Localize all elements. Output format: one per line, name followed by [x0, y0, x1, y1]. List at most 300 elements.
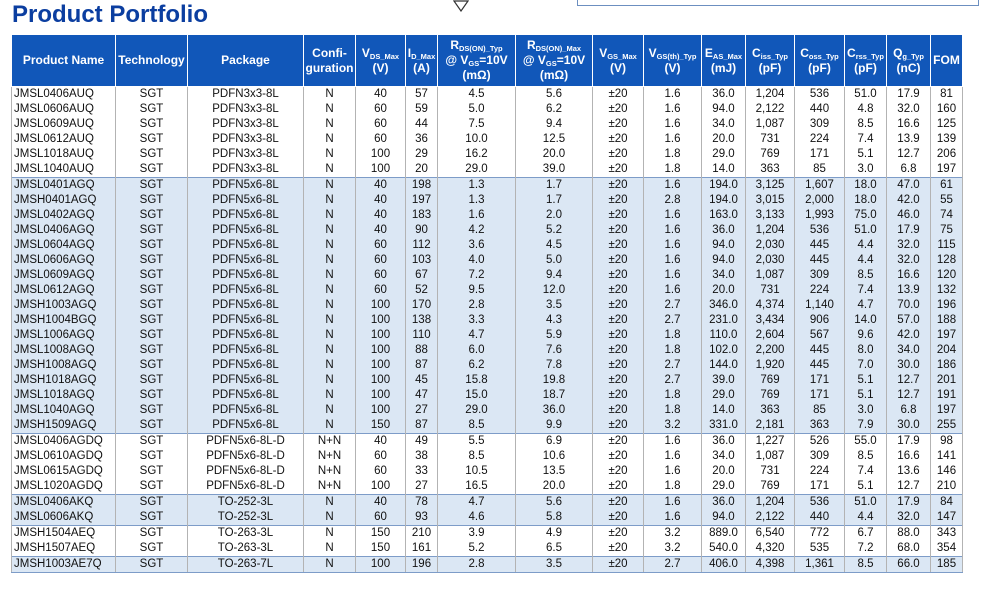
cell-fom: 197	[931, 162, 963, 178]
cell-eas-max: 34.0	[702, 268, 746, 283]
cell-qg: 88.0	[887, 526, 931, 542]
cell-technology: SGT	[116, 117, 188, 132]
cell-rdson-typ: 4.6	[438, 510, 516, 526]
cell-eas-max: 29.0	[702, 479, 746, 495]
cell-vgs-max: ±20	[593, 388, 644, 403]
table-row	[12, 557, 963, 573]
col-header-rdson-max: $R_{DS(ON)\_Max}$ @ $V_{GS}=10V$ (mΩ)	[516, 35, 593, 87]
cell-id-max: 161	[406, 541, 438, 557]
cell-rdson-typ: 5.0	[438, 102, 516, 117]
cell-ciss: 731	[746, 132, 795, 147]
table-row	[12, 253, 963, 268]
cell-id-max: 210	[406, 526, 438, 542]
cell-vgs-th: 1.8	[644, 162, 702, 178]
cell-vds-max: 100	[356, 403, 406, 418]
cell-vds-max: 40	[356, 495, 406, 511]
cell-vds-max: 100	[356, 358, 406, 373]
cell-vgs-max: ±20	[593, 358, 644, 373]
cell-rdson-typ: 1.3	[438, 178, 516, 194]
cell-fom: 188	[931, 313, 963, 328]
cell-fom: 74	[931, 208, 963, 223]
cell-vgs-th: 1.6	[644, 178, 702, 194]
cell-rdson-typ: 9.5	[438, 283, 516, 298]
cell-vgs-max: ±20	[593, 238, 644, 253]
cell-fom: 55	[931, 193, 963, 208]
cell-rdson-max: 5.0	[516, 253, 593, 268]
cell-vgs-th: 1.6	[644, 208, 702, 223]
cell-id-max: 87	[406, 418, 438, 434]
cell-crss: 3.0	[845, 403, 887, 418]
cell-eas-max: 194.0	[702, 193, 746, 208]
cell-fom: 206	[931, 147, 963, 162]
cell-fom: 196	[931, 298, 963, 313]
cell-eas-max: 39.0	[702, 373, 746, 388]
col-header-vds-max: $V_{DS\_Max}$ (V)	[356, 35, 406, 87]
cell-vgs-max: ±20	[593, 541, 644, 557]
cell-rdson-max: 5.6	[516, 87, 593, 103]
cell-product-name: JMSL1018AGQ	[12, 388, 116, 403]
cell-ciss: 363	[746, 162, 795, 178]
cell-fom: 201	[931, 373, 963, 388]
cell-qg: 32.0	[887, 102, 931, 117]
cell-package: PDFN5x6-8L	[188, 358, 304, 373]
cell-rdson-max: 1.7	[516, 193, 593, 208]
cell-ciss: 3,015	[746, 193, 795, 208]
cell-technology: SGT	[116, 388, 188, 403]
cell-product-name: JMSH1008AGQ	[12, 358, 116, 373]
cell-rdson-max: 5.6	[516, 495, 593, 511]
cell-vgs-max: ±20	[593, 526, 644, 542]
table-row	[12, 193, 963, 208]
cell-rdson-typ: 2.8	[438, 298, 516, 313]
cell-eas-max: 20.0	[702, 464, 746, 479]
cell-id-max: 87	[406, 358, 438, 373]
table-row	[12, 268, 963, 283]
cell-id-max: 33	[406, 464, 438, 479]
cell-package: PDFN5x6-8L	[188, 283, 304, 298]
cell-crss: 4.4	[845, 238, 887, 253]
cell-technology: SGT	[116, 479, 188, 495]
cell-crss: 6.7	[845, 526, 887, 542]
cell-id-max: 27	[406, 403, 438, 418]
cell-rdson-typ: 15.8	[438, 373, 516, 388]
cell-eas-max: 94.0	[702, 238, 746, 253]
cell-rdson-max: 2.0	[516, 208, 593, 223]
cell-coss: 1,607	[795, 178, 845, 194]
cell-configuration: N	[304, 510, 356, 526]
cell-rdson-max: 9.4	[516, 268, 593, 283]
col-header-ciss: $C_{iss\_Typ}$ (pF)	[746, 35, 795, 87]
cell-configuration: N+N	[304, 479, 356, 495]
cell-configuration: N	[304, 253, 356, 268]
cell-vgs-max: ±20	[593, 418, 644, 434]
cell-product-name: JMSL1040AGQ	[12, 403, 116, 418]
cell-rdson-max: 19.8	[516, 373, 593, 388]
cell-rdson-max: 5.2	[516, 223, 593, 238]
col-header-fom: FOM	[931, 35, 963, 87]
cell-technology: SGT	[116, 193, 188, 208]
col-header-vgs-max: $V_{GS\_Max}$ (V)	[593, 35, 644, 87]
cell-eas-max: 94.0	[702, 253, 746, 268]
cell-id-max: 138	[406, 313, 438, 328]
cell-vds-max: 60	[356, 449, 406, 464]
cell-vgs-max: ±20	[593, 313, 644, 328]
cell-id-max: 44	[406, 117, 438, 132]
cell-vgs-max: ±20	[593, 403, 644, 418]
cell-coss: 772	[795, 526, 845, 542]
cell-eas-max: 94.0	[702, 510, 746, 526]
table-row	[12, 434, 963, 450]
cell-ciss: 1,204	[746, 87, 795, 103]
cell-product-name: JMSL0606AUQ	[12, 102, 116, 117]
cell-technology: SGT	[116, 510, 188, 526]
cell-vgs-th: 2.7	[644, 373, 702, 388]
cell-vgs-th: 1.6	[644, 495, 702, 511]
cell-fom: 115	[931, 238, 963, 253]
cell-fom: 343	[931, 526, 963, 542]
cell-coss: 224	[795, 132, 845, 147]
cell-technology: SGT	[116, 87, 188, 103]
table-row	[12, 283, 963, 298]
cell-vds-max: 60	[356, 510, 406, 526]
cell-eas-max: 29.0	[702, 388, 746, 403]
cell-fom: 81	[931, 87, 963, 103]
table-row	[12, 132, 963, 147]
cell-configuration: N	[304, 87, 356, 103]
cell-ciss: 2,030	[746, 253, 795, 268]
cell-crss: 3.0	[845, 162, 887, 178]
cell-ciss: 2,181	[746, 418, 795, 434]
cell-id-max: 47	[406, 388, 438, 403]
cell-package: PDFN5x6-8L-D	[188, 449, 304, 464]
cell-eas-max: 94.0	[702, 102, 746, 117]
cell-vds-max: 100	[356, 328, 406, 343]
cell-crss: 51.0	[845, 87, 887, 103]
cell-product-name: JMSH1504AEQ	[12, 526, 116, 542]
cell-qg: 30.0	[887, 418, 931, 434]
cell-vds-max: 40	[356, 434, 406, 450]
cell-package: PDFN5x6-8L	[188, 193, 304, 208]
cell-id-max: 36	[406, 132, 438, 147]
cell-technology: SGT	[116, 495, 188, 511]
cell-vds-max: 60	[356, 102, 406, 117]
cell-rdson-max: 6.2	[516, 102, 593, 117]
cell-rdson-typ: 6.0	[438, 343, 516, 358]
cell-configuration: N	[304, 223, 356, 238]
cell-vgs-th: 1.6	[644, 238, 702, 253]
cell-vgs-max: ±20	[593, 434, 644, 450]
cell-vgs-th: 1.6	[644, 87, 702, 103]
cell-ciss: 2,122	[746, 510, 795, 526]
cell-crss: 55.0	[845, 434, 887, 450]
cell-package: PDFN5x6-8L	[188, 208, 304, 223]
cell-vds-max: 100	[356, 479, 406, 495]
cell-product-name: JMSL1040AUQ	[12, 162, 116, 178]
cell-fom: 147	[931, 510, 963, 526]
cell-package: PDFN5x6-8L	[188, 268, 304, 283]
cell-product-name: JMSL0606AKQ	[12, 510, 116, 526]
cell-fom: 128	[931, 253, 963, 268]
cell-ciss: 3,434	[746, 313, 795, 328]
cell-eas-max: 231.0	[702, 313, 746, 328]
cell-eas-max: 34.0	[702, 117, 746, 132]
cell-qg: 32.0	[887, 510, 931, 526]
cell-coss: 1,361	[795, 557, 845, 573]
product-portfolio-table	[11, 34, 963, 573]
cell-vds-max: 60	[356, 117, 406, 132]
cell-ciss: 1,087	[746, 449, 795, 464]
cell-configuration: N+N	[304, 464, 356, 479]
cell-rdson-typ: 5.2	[438, 541, 516, 557]
cell-qg: 13.6	[887, 464, 931, 479]
cell-rdson-max: 7.8	[516, 358, 593, 373]
cell-vds-max: 40	[356, 193, 406, 208]
cell-eas-max: 20.0	[702, 132, 746, 147]
cell-vgs-max: ±20	[593, 147, 644, 162]
cell-product-name: JMSH1004BGQ	[12, 313, 116, 328]
col-header-product-name: Product Name	[12, 35, 116, 87]
cell-eas-max: 102.0	[702, 343, 746, 358]
cell-id-max: 93	[406, 510, 438, 526]
cell-configuration: N	[304, 117, 356, 132]
cell-rdson-max: 6.9	[516, 434, 593, 450]
cell-package: PDFN5x6-8L-D	[188, 479, 304, 495]
cell-ciss: 769	[746, 373, 795, 388]
cell-rdson-max: 3.5	[516, 557, 593, 573]
cell-rdson-typ: 15.0	[438, 388, 516, 403]
cell-rdson-max: 18.7	[516, 388, 593, 403]
cell-id-max: 27	[406, 479, 438, 495]
cell-fom: 125	[931, 117, 963, 132]
cell-crss: 7.2	[845, 541, 887, 557]
cell-fom: 204	[931, 343, 963, 358]
cell-ciss: 769	[746, 388, 795, 403]
cell-rdson-typ: 8.5	[438, 418, 516, 434]
cell-vgs-th: 1.6	[644, 510, 702, 526]
cell-rdson-typ: 5.5	[438, 434, 516, 450]
cell-vgs-th: 1.8	[644, 147, 702, 162]
cell-configuration: N	[304, 358, 356, 373]
cell-configuration: N+N	[304, 434, 356, 450]
cell-eas-max: 540.0	[702, 541, 746, 557]
cell-rdson-max: 13.5	[516, 464, 593, 479]
cell-vgs-th: 2.8	[644, 193, 702, 208]
cell-package: PDFN5x6-8L-D	[188, 434, 304, 450]
cell-qg: 17.9	[887, 434, 931, 450]
cell-configuration: N	[304, 328, 356, 343]
cell-fom: 354	[931, 541, 963, 557]
cell-vds-max: 150	[356, 541, 406, 557]
cell-crss: 8.0	[845, 343, 887, 358]
col-header-eas-max: $E_{AS\_Max}$ (mJ)	[702, 35, 746, 87]
cell-vgs-th: 2.7	[644, 358, 702, 373]
cell-qg: 13.9	[887, 283, 931, 298]
cell-vgs-max: ±20	[593, 162, 644, 178]
cell-coss: 171	[795, 147, 845, 162]
table-row	[12, 298, 963, 313]
cell-qg: 6.8	[887, 403, 931, 418]
cell-qg: 46.0	[887, 208, 931, 223]
cell-technology: SGT	[116, 178, 188, 194]
cell-rdson-typ: 10.0	[438, 132, 516, 147]
cell-technology: SGT	[116, 208, 188, 223]
cell-eas-max: 163.0	[702, 208, 746, 223]
cell-eas-max: 346.0	[702, 298, 746, 313]
cell-vgs-th: 1.8	[644, 328, 702, 343]
cell-qg: 42.0	[887, 328, 931, 343]
cell-fom: 75	[931, 223, 963, 238]
cell-rdson-typ: 1.6	[438, 208, 516, 223]
cell-vgs-max: ±20	[593, 132, 644, 147]
col-header-package: Package	[188, 35, 304, 87]
cell-rdson-typ: 16.2	[438, 147, 516, 162]
cell-crss: 18.0	[845, 178, 887, 194]
cell-qg: 32.0	[887, 253, 931, 268]
cell-package: PDFN5x6-8L	[188, 253, 304, 268]
table-row	[12, 87, 963, 103]
cell-rdson-max: 9.4	[516, 117, 593, 132]
cell-qg: 12.7	[887, 479, 931, 495]
cell-vgs-th: 1.6	[644, 464, 702, 479]
header-row	[12, 35, 963, 87]
cell-ciss: 1,227	[746, 434, 795, 450]
cell-id-max: 38	[406, 449, 438, 464]
cell-technology: SGT	[116, 449, 188, 464]
cell-vds-max: 100	[356, 298, 406, 313]
table-row	[12, 358, 963, 373]
table-row	[12, 510, 963, 526]
cell-vgs-th: 1.6	[644, 268, 702, 283]
table-row	[12, 117, 963, 132]
table-row	[12, 403, 963, 418]
cell-id-max: 20	[406, 162, 438, 178]
cell-coss: 536	[795, 223, 845, 238]
cell-id-max: 196	[406, 557, 438, 573]
cell-fom: 146	[931, 464, 963, 479]
cell-technology: SGT	[116, 268, 188, 283]
cell-vds-max: 100	[356, 162, 406, 178]
cell-coss: 536	[795, 495, 845, 511]
cell-coss: 567	[795, 328, 845, 343]
cell-configuration: N	[304, 373, 356, 388]
cell-vgs-max: ±20	[593, 268, 644, 283]
cell-rdson-typ: 29.0	[438, 403, 516, 418]
cell-rdson-typ: 6.2	[438, 358, 516, 373]
cell-ciss: 3,133	[746, 208, 795, 223]
cell-id-max: 170	[406, 298, 438, 313]
cell-vds-max: 40	[356, 178, 406, 194]
cell-id-max: 67	[406, 268, 438, 283]
col-header-configuration: Confi- guration	[304, 35, 356, 87]
cell-vds-max: 40	[356, 223, 406, 238]
cell-package: TO-252-3L	[188, 510, 304, 526]
cell-ciss: 2,200	[746, 343, 795, 358]
cell-ciss: 1,204	[746, 223, 795, 238]
cell-rdson-max: 36.0	[516, 403, 593, 418]
cell-coss: 171	[795, 388, 845, 403]
cell-vgs-th: 1.6	[644, 449, 702, 464]
cell-crss: 8.5	[845, 449, 887, 464]
cell-vds-max: 60	[356, 253, 406, 268]
cell-configuration: N	[304, 268, 356, 283]
cell-product-name: JMSL0610AGDQ	[12, 449, 116, 464]
cell-vgs-th: 1.6	[644, 132, 702, 147]
cell-vds-max: 60	[356, 268, 406, 283]
cell-configuration: N	[304, 541, 356, 557]
cell-id-max: 78	[406, 495, 438, 511]
cell-technology: SGT	[116, 253, 188, 268]
cell-vds-max: 100	[356, 313, 406, 328]
col-header-coss: $C_{oss\_Typ}$ (pF)	[795, 35, 845, 87]
cell-product-name: JMSL0612AGQ	[12, 283, 116, 298]
cell-id-max: 49	[406, 434, 438, 450]
cell-crss: 7.9	[845, 418, 887, 434]
cell-configuration: N	[304, 343, 356, 358]
cell-ciss: 731	[746, 464, 795, 479]
cell-rdson-typ: 2.8	[438, 557, 516, 573]
cell-qg: 12.7	[887, 147, 931, 162]
cell-coss: 535	[795, 541, 845, 557]
cell-rdson-max: 39.0	[516, 162, 593, 178]
cell-vds-max: 40	[356, 208, 406, 223]
cell-eas-max: 36.0	[702, 87, 746, 103]
cell-package: PDFN3x3-8L	[188, 147, 304, 162]
cell-product-name: JMSL0609AGQ	[12, 268, 116, 283]
table-body	[12, 87, 963, 573]
cell-product-name: JMSL0606AGQ	[12, 253, 116, 268]
cell-eas-max: 14.0	[702, 403, 746, 418]
cell-eas-max: 889.0	[702, 526, 746, 542]
cell-crss: 18.0	[845, 193, 887, 208]
cell-technology: SGT	[116, 313, 188, 328]
cell-vgs-th: 1.8	[644, 479, 702, 495]
cell-vgs-th: 2.7	[644, 313, 702, 328]
cell-vds-max: 100	[356, 388, 406, 403]
cell-rdson-max: 5.9	[516, 328, 593, 343]
cell-vgs-max: ±20	[593, 178, 644, 194]
cell-package: PDFN3x3-8L	[188, 162, 304, 178]
cell-crss: 14.0	[845, 313, 887, 328]
cell-package: PDFN5x6-8L	[188, 403, 304, 418]
cell-coss: 526	[795, 434, 845, 450]
cell-vds-max: 100	[356, 557, 406, 573]
cell-technology: SGT	[116, 162, 188, 178]
cell-crss: 8.5	[845, 557, 887, 573]
cell-crss: 7.0	[845, 358, 887, 373]
table-row	[12, 102, 963, 117]
cell-coss: 224	[795, 283, 845, 298]
cell-package: PDFN3x3-8L	[188, 87, 304, 103]
cell-ciss: 1,920	[746, 358, 795, 373]
cell-fom: 139	[931, 132, 963, 147]
cell-technology: SGT	[116, 132, 188, 147]
cell-product-name: JMSL0612AUQ	[12, 132, 116, 147]
cell-id-max: 29	[406, 147, 438, 162]
cell-technology: SGT	[116, 418, 188, 434]
table-row	[12, 328, 963, 343]
cell-vgs-th: 3.2	[644, 541, 702, 557]
cell-coss: 440	[795, 102, 845, 117]
cell-rdson-typ: 1.3	[438, 193, 516, 208]
cell-eas-max: 20.0	[702, 283, 746, 298]
cell-rdson-max: 10.6	[516, 449, 593, 464]
cell-qg: 70.0	[887, 298, 931, 313]
cell-vgs-max: ±20	[593, 117, 644, 132]
cell-package: PDFN3x3-8L	[188, 132, 304, 147]
cell-id-max: 59	[406, 102, 438, 117]
cell-vgs-th: 1.6	[644, 223, 702, 238]
cell-eas-max: 29.0	[702, 147, 746, 162]
